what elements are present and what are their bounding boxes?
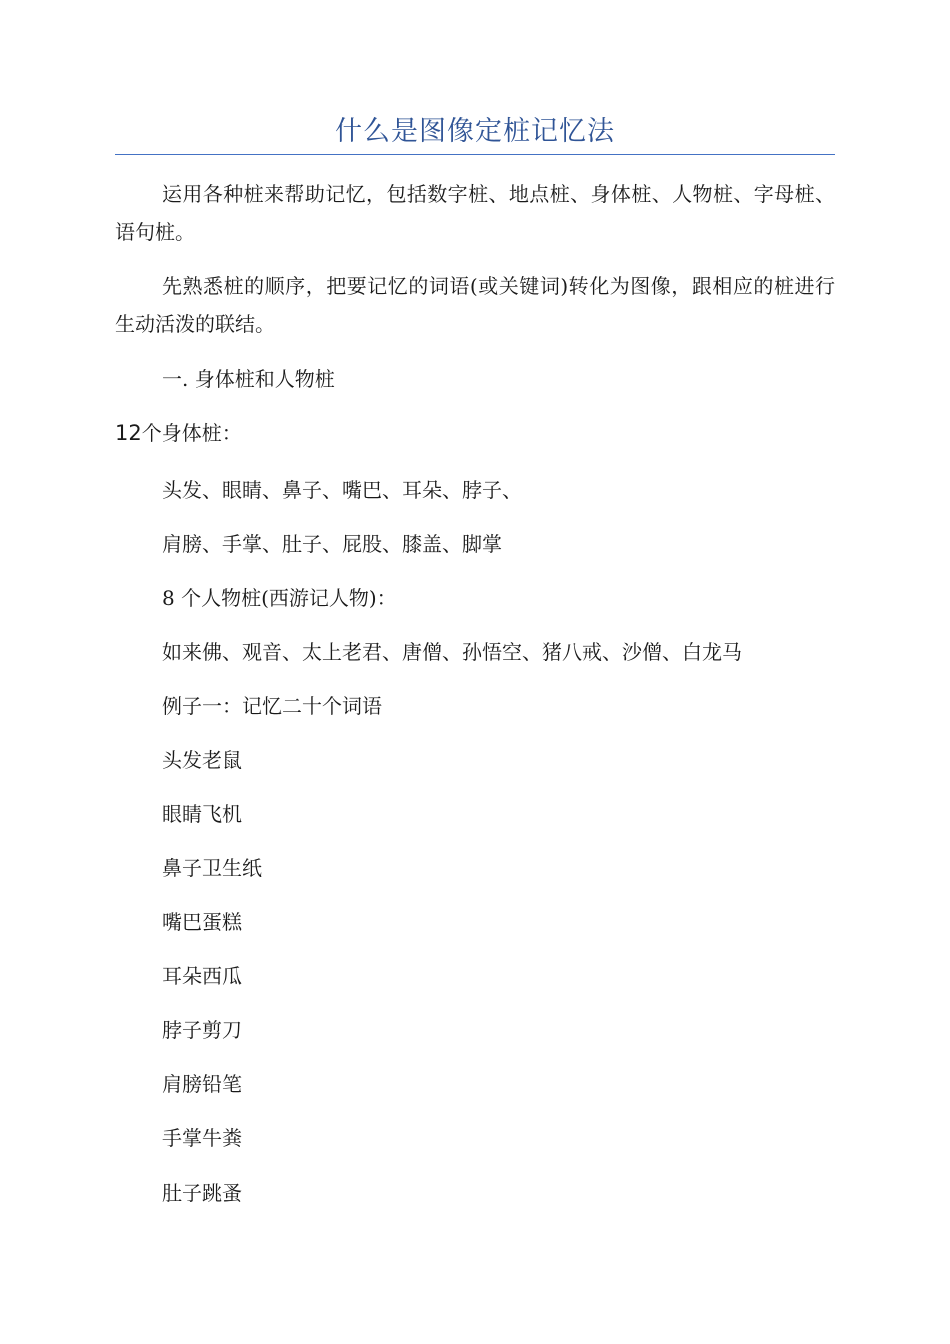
list-item: 鼻子卫生纸 (162, 856, 262, 880)
list-item: 肩膀铅笔 (162, 1072, 242, 1096)
character-pegs-heading: 8 个人物桩(西游记人物)： (162, 586, 397, 610)
list-item: 眼睛飞机 (162, 802, 242, 826)
title-underline (115, 154, 835, 155)
body-pegs-label: 个身体桩： (141, 421, 242, 445)
intro-paragraph: 运用各种桩来帮助记忆，包括数字桩、地点桩、身体桩、人物桩、字母桩、语句桩。 (115, 182, 835, 244)
list-item: 脖子剪刀 (162, 1018, 242, 1042)
list-item: 手掌牛粪 (162, 1126, 242, 1150)
body-pegs-count: 12 (115, 421, 142, 445)
section-heading: 一. 身体桩和人物桩 (162, 367, 335, 391)
body-pegs-line-2: 肩膀、手掌、肚子、屁股、膝盖、脚掌 (162, 532, 502, 556)
character-pegs-line: 如来佛、观音、太上老君、唐僧、孙悟空、猪八戒、沙僧、白龙马 (162, 640, 742, 664)
method-paragraph: 先熟悉桩的顺序，把要记忆的词语(或关键词)转化为图像，跟相应的桩进行生动活泼的联结。 (115, 274, 835, 336)
body-pegs-heading (115, 418, 242, 448)
body-pegs-line-1: 头发、眼睛、鼻子、嘴巴、耳朵、脖子、 (162, 478, 522, 502)
list-item: 头发老鼠 (162, 748, 242, 772)
example-heading: 例子一：记忆二十个词语 (162, 694, 382, 718)
list-item: 耳朵西瓜 (162, 964, 242, 988)
list-item: 嘴巴蛋糕 (162, 910, 242, 934)
document-title: 什么是图像定桩记忆法 (335, 116, 615, 147)
list-item: 肚子跳蚤 (162, 1181, 242, 1205)
